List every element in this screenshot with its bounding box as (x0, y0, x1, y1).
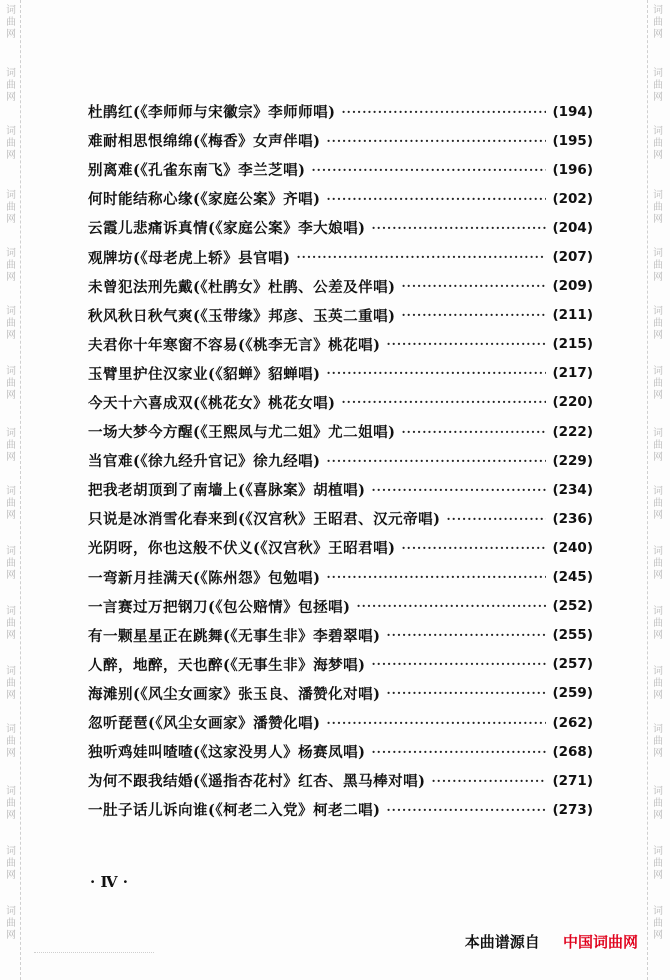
toc-entry (88, 330, 593, 359)
dot-leader (371, 483, 546, 497)
dot-leader (326, 134, 546, 148)
dot-leader (371, 221, 546, 235)
dot-leader (401, 541, 546, 555)
toc-entry-title: 一场大梦今方醒(《王熙凤与尤二姐》尤二姐唱) (88, 424, 396, 442)
dot-leader (386, 337, 546, 351)
dot-leader (326, 454, 546, 468)
dot-leader (446, 512, 546, 526)
toc-entry (88, 417, 593, 446)
toc-entry (88, 213, 593, 242)
dot-leader (311, 163, 546, 177)
watermark-stamp: 词 曲 网 (653, 248, 663, 283)
watermark-stamp: 词 曲 网 (653, 5, 663, 40)
dot-leader (371, 657, 546, 671)
dot-leader (401, 308, 546, 322)
toc-entry (88, 621, 593, 650)
toc-entry-title: 观牌坊(《母老虎上轿》县官唱) (88, 249, 291, 267)
dot-leader (386, 803, 546, 817)
toc-entry-title: 难耐相思恨绵绵(《梅香》女声伴唱) (88, 133, 321, 151)
dot-leader (326, 716, 546, 730)
toc-entry-page: (217) (552, 365, 593, 382)
watermark-stamp: 词 曲 网 (6, 5, 16, 40)
toc-entry (88, 533, 593, 562)
watermark-stamp: 词 曲 网 (6, 724, 16, 759)
toc-entry (88, 795, 593, 824)
toc-entry-page: (273) (552, 801, 593, 818)
toc-entry (88, 766, 593, 795)
toc-entry-page: (195) (552, 132, 593, 149)
watermark-stamp: 词 曲 网 (653, 486, 663, 521)
watermark-stamp: 词 曲 网 (6, 126, 16, 161)
toc-entry-title: 独听鸡娃叫喳喳(《这家没男人》杨赛凤唱) (88, 744, 366, 762)
toc-entry (88, 184, 593, 213)
toc-entry (88, 679, 593, 708)
watermark-stamp: 词 曲 网 (6, 486, 16, 521)
watermark-stamp: 词 曲 网 (653, 306, 663, 341)
toc-entry-title: 忽听琵琶(《风尘女画家》潘赞化唱) (88, 715, 321, 733)
toc-entry-title: 一肚子话儿诉向谁(《柯老二入党》柯老二唱) (88, 802, 381, 820)
toc-entry-title: 今天十六喜成双(《桃花女》桃花女唱) (88, 394, 336, 412)
watermark-stamp: 词 曲 网 (6, 666, 16, 701)
dot-leader (326, 192, 546, 206)
toc-entry-title: 夫君你十年寒窗不容易(《桃李无言》桃花唱) (88, 336, 381, 354)
toc-entry-title: 何时能结称心缘(《家庭公案》齐唱) (88, 191, 321, 209)
toc-entry-title: 当官难(《徐九经升官记》徐九经唱) (88, 453, 321, 471)
toc-entry-page: (204) (552, 219, 593, 236)
toc-entry (88, 97, 593, 126)
toc-entry-page: (268) (552, 743, 593, 760)
toc-entry-page: (240) (552, 539, 593, 556)
dot-leader (386, 686, 546, 700)
toc-entry-page: (255) (552, 627, 593, 644)
watermark-stamp: 词 曲 网 (653, 724, 663, 759)
toc-entry-title: 杜鹃红(《李师师与宋徽宗》李师师唱) (88, 104, 336, 122)
dot-leader (296, 250, 546, 264)
watermark-stamp: 词 曲 网 (6, 786, 16, 821)
dot-leader (371, 745, 546, 759)
watermark-stamp: 词 曲 网 (653, 666, 663, 701)
toc-entry-title: 云霞儿悲痛诉真情(《家庭公案》李大娘唱) (88, 220, 366, 238)
toc-entry-title: 别离难(《孔雀东南飞》李兰芝唱) (88, 162, 306, 180)
toc-entry-page: (209) (552, 278, 593, 295)
watermark-stamp: 词 曲 网 (6, 68, 16, 103)
dot-leader (386, 628, 546, 642)
toc-entry-title: 秋风秋日秋气爽(《玉带缘》邦彦、玉英二重唱) (88, 307, 396, 325)
toc-entry-page: (252) (552, 598, 593, 615)
watermark-stamp: 词 曲 网 (6, 428, 16, 463)
site-name: 中国词曲网 (562, 933, 638, 951)
watermark-stamp: 词 曲 网 (653, 906, 663, 941)
watermark-stamp: 词 曲 网 (653, 786, 663, 821)
source-footer (465, 931, 638, 952)
watermark-stamp: 词 曲 网 (6, 606, 16, 641)
toc-entry-title: 只说是冰消雪化春来到(《汉宫秋》王昭君、汉元帝唱) (88, 511, 441, 529)
toc-entry-page: (222) (552, 423, 593, 440)
toc-entry-title: 一言赛过万把钢刀(《包公赔情》包拯唱) (88, 598, 351, 616)
dot-leader (401, 425, 546, 439)
toc-entry (88, 475, 593, 504)
toc-entry-title: 一弯新月挂满天(《陈州怨》包勉唱) (88, 569, 321, 587)
toc-entry-page: (194) (552, 103, 593, 120)
toc-entry (88, 126, 593, 155)
dot-leader (326, 570, 546, 584)
toc-entry (88, 359, 593, 388)
watermark-stamp: 词 曲 网 (653, 546, 663, 581)
watermark-stamp: 词 曲 网 (6, 190, 16, 225)
toc-entry (88, 388, 593, 417)
watermark-stamp: 词 曲 网 (653, 606, 663, 641)
toc-entry-page: (262) (552, 714, 593, 731)
toc-entry (88, 737, 593, 766)
dot-leader (356, 599, 546, 613)
toc-entry-page: (257) (552, 656, 593, 673)
toc-entry-page: (245) (552, 569, 593, 586)
dot-leader (341, 105, 546, 119)
toc-entry-title: 玉臂里护住汉家业(《貂蝉》貂蝉唱) (88, 365, 321, 383)
watermark-stamp: 词 曲 网 (653, 846, 663, 881)
toc-entry-title: 光阴呀，你也这般不伏义(《汉宫秋》王昭君唱) (88, 540, 396, 558)
watermark-stamp: 词 曲 网 (6, 546, 16, 581)
toc-entry (88, 592, 593, 621)
dot-leader (341, 395, 546, 409)
toc-entry-title: 人醉，地醉，天也醉(《无事生非》海梦唱) (88, 656, 366, 674)
watermark-stamp: 词 曲 网 (6, 366, 16, 401)
toc-entry-page: (220) (552, 394, 593, 411)
toc-entry-page: (271) (552, 772, 593, 789)
toc-entry (88, 155, 593, 184)
toc-entry (88, 301, 593, 330)
watermark-stamp: 词 曲 网 (6, 846, 16, 881)
toc-entry-page: (211) (552, 307, 593, 324)
toc-entry (88, 242, 593, 271)
toc-entry-title: 未曾犯法刑先戴(《杜鹃女》杜鹃、公差及伴唱) (88, 278, 396, 296)
watermark-stamp: 词 曲 网 (653, 68, 663, 103)
watermark-stamp: 词 曲 网 (6, 906, 16, 941)
source-label: 本曲谱源自 (464, 933, 540, 951)
watermark-stamp: 词 曲 网 (653, 126, 663, 161)
toc-entry (88, 504, 593, 533)
toc-entry (88, 708, 593, 737)
toc-entry-page: (202) (552, 190, 593, 207)
toc-entry-page: (234) (552, 481, 593, 498)
watermark-stamp: 词 曲 网 (653, 190, 663, 225)
toc-entry-title: 海滩别(《风尘女画家》张玉良、潘赞化对唱) (88, 685, 381, 703)
watermark-stamp: 词 曲 网 (653, 366, 663, 401)
dot-leader (326, 366, 546, 380)
toc-entry (88, 446, 593, 475)
toc-entry-page: (207) (552, 249, 593, 266)
toc-entry-title: 有一颗星星正在跳舞(《无事生非》李碧翠唱) (88, 627, 381, 645)
toc-entry (88, 563, 593, 592)
toc-entry-page: (229) (552, 452, 593, 469)
table-of-contents (88, 97, 593, 824)
scan-mark (34, 952, 154, 957)
toc-entry (88, 272, 593, 301)
dot-leader (431, 774, 546, 788)
toc-entry-page: (236) (552, 510, 593, 527)
toc-entry-page: (259) (552, 685, 593, 702)
toc-entry-title: 把我老胡顶到了南墙上(《喜脉案》胡植唱) (88, 482, 366, 500)
toc-entry (88, 650, 593, 679)
watermark-stamp: 词 曲 网 (653, 428, 663, 463)
page-number: · Ⅳ · (90, 873, 128, 891)
toc-entry-page: (196) (552, 161, 593, 178)
watermark-stamp: 词 曲 网 (6, 306, 16, 341)
toc-entry-page: (215) (552, 336, 593, 353)
dot-leader (401, 279, 546, 293)
toc-entry-title: 为何不跟我结婚(《遥指杏花村》红杏、黑马棒对唱) (88, 773, 426, 791)
watermark-stamp: 词 曲 网 (6, 248, 16, 283)
